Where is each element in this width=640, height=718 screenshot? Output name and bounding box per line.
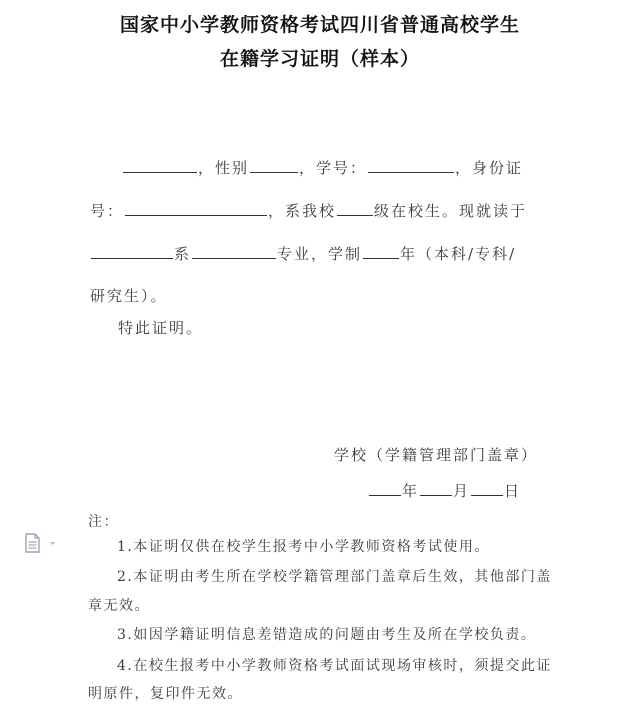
gender-label: ，性别 [198,159,250,177]
grade-label-cont: 级在校生。现就读于 [374,202,528,220]
body-line-2 [90,199,527,221]
body-line-3 [90,242,516,264]
document-title-line-2: 在籍学习证明（样本） [219,48,420,70]
day-blank[interactable] [471,479,503,496]
department-label: 系 [174,245,192,263]
school-seal-label: 学校（学籍管理部门盖章） [334,446,539,464]
id-card-label-cont: 号： [90,202,125,220]
body-line-1 [122,156,523,178]
certify-text: 特此证明。 [118,319,204,337]
grade-blank[interactable] [337,199,373,216]
major-blank[interactable] [192,242,276,259]
grade-label: ，系我校 [268,202,337,220]
note-item-4-line-2: 明原件，复印件无效。 [88,686,243,702]
month-blank[interactable] [420,479,452,496]
name-blank[interactable] [123,156,197,173]
department-blank[interactable] [91,242,173,259]
student-id-blank[interactable] [368,156,454,173]
years-label: 年（本科/专科/ [400,245,517,263]
month-label: 月 [453,482,471,500]
note-item-4-line-1: 4.在校生报考中小学教师资格考试面试现场审核时，须提交此证 [117,658,552,674]
note-item-3: 3.如因学籍证明信息差错造成的问题由考生及所在学校负责。 [117,627,537,643]
note-item-2-line-1: 2.本证明由考生所在学校学籍管理部门盖章后生效，其他部门盖 [117,569,552,585]
gender-blank[interactable] [250,156,298,173]
day-label: 日 [504,482,522,500]
year-label: 年 [402,482,420,500]
note-item-1: 1.本证明仅供在校学生报考中小学教师资格考试使用。 [117,539,490,555]
note-item-2-line-2: 章无效。 [88,598,150,614]
major-label: 专业，学制 [277,245,363,263]
document-title-line-1: 国家中小学教师资格考试四川省普通高校学生 [119,14,520,36]
notes-heading: 注： [88,514,119,530]
years-blank[interactable] [363,242,399,259]
year-blank[interactable] [369,479,401,496]
date-line [368,479,521,501]
student-id-label: ，学号： [299,159,368,177]
document-icon[interactable] [24,533,60,553]
id-card-blank[interactable] [125,199,267,216]
body-line-4: 研究生）。 [90,287,168,305]
id-card-label: ，身份证 [455,159,524,177]
